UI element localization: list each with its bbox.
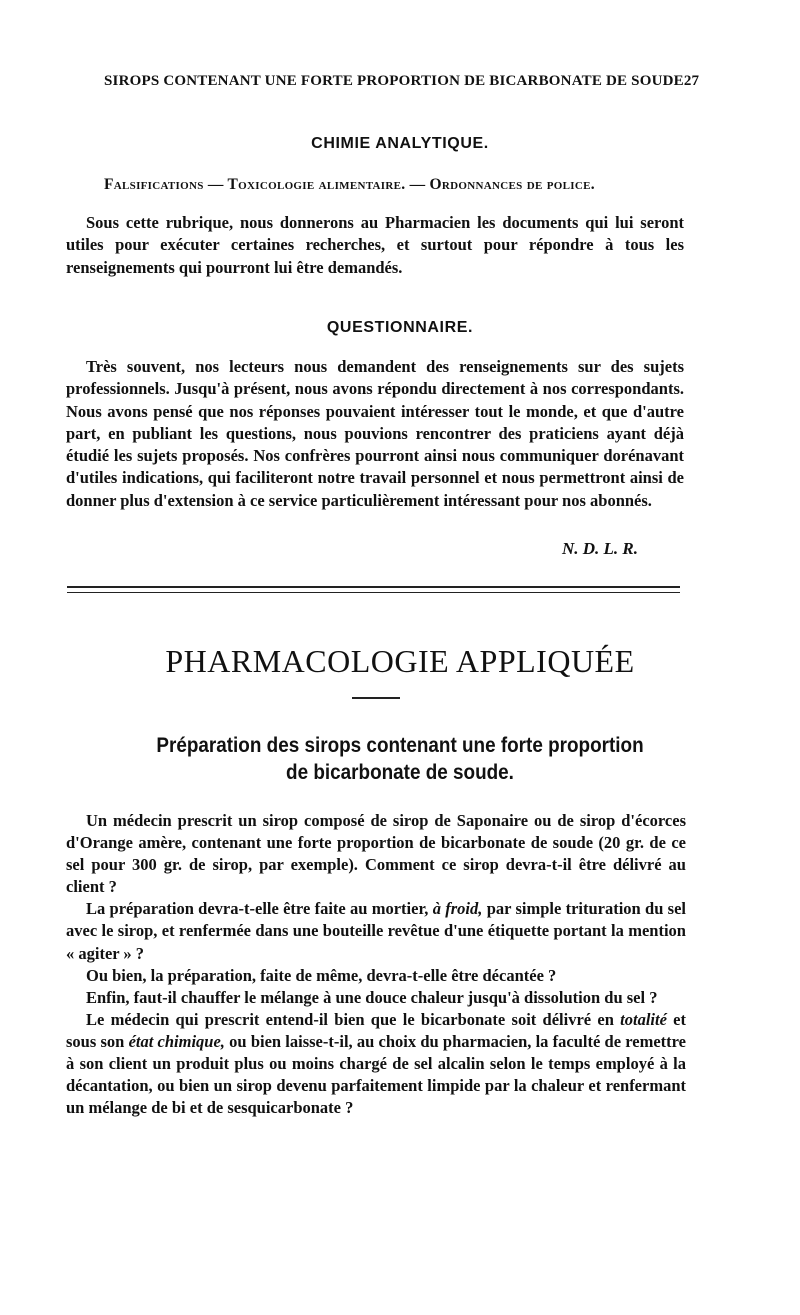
- article-paragraph-4: Enfin, faut-il chauffer le mélange à une douce chaleur jusqu'à dissolution du sel ?: [86, 987, 658, 1007]
- article-title-line-2: de bicarbonate de soude.: [286, 761, 514, 784]
- p2-text-b: par simple trituration du sel avec le sirop, et renfermée dans une bouteille revêtue d'une étiquette portant la mention « agiter » ?: [66, 899, 687, 963]
- p2-text-a: La préparation devra-t-elle être faite au mortier,: [86, 899, 433, 919]
- editor-signature: N. D. L. R.: [561, 539, 638, 558]
- main-section-title: PHARMACOLOGIE APPLIQUÉE: [165, 643, 635, 679]
- running-head-title: SIROPS CONTENANT UNE FORTE PROPORTION DE BICARBONATE DE SOUDE: [104, 73, 684, 89]
- article-title: [40, 732, 760, 786]
- p5-text-c: ou bien laisse-t-il, au choix du pharmacien, la faculté de remettre à son client un produit plus ou moins chargé de sel alcalin selon le temps employé à la décantation, ou bien un sirop devenu parfaitement limpide par la chaleur et renfermant un mélange de bi et de sesquicarbonate ?: [66, 1031, 687, 1118]
- article-paragraph-1: Un médecin prescrit un sirop composé de sirop de Saponaire ou de sirop d'écorces d'Orange amère, contenant une forte proportion de bicarbonate de soude (20 gr. de ce sel pour 300 gr. de sirop, par exemple). Comment ce sirop devra-t-il être délivré au client ?: [66, 811, 686, 897]
- chimie-intro-text: Sous cette rubrique, nous donnerons au Pharmacien les documents qui lui seront utiles pour exécuter certaines recherches, et surtout pour répondre à tous les renseignements qui pourront lui être demandés.: [66, 213, 684, 277]
- section-title-chimie: CHIMIE ANALYTIQUE.: [311, 135, 489, 152]
- article-paragraph-2: [66, 898, 686, 964]
- p5-italic-2: état chimique,: [128, 1031, 225, 1051]
- p5-italic-1: totalité: [620, 1009, 667, 1029]
- questionnaire-text: Très souvent, nos lecteurs nous demandent des renseignements sur des sujets professionnels. Jusqu'à présent, nous avons répondu directement à nos correspondants. Nous avons pensé que nos réponses pouvaient intéresser tout le monde, et que d'autre part, en publiant les questions, nous pouvions rencontrer des praticiens ayant déjà étudié les sujets proposés. Nos confrères pourront ainsi nous communiquer dorénavant d'utiles indications, qui faciliteront notre travail personnel et nous permettront ainsi de donner plus d'extension à ce service particulièrement intéressant pour nos abonnés.: [66, 357, 684, 510]
- p2-italic: à froid,: [432, 899, 483, 919]
- article-body: [66, 810, 686, 1119]
- article-paragraph-5: [66, 1009, 686, 1119]
- article-paragraph-3: Ou bien, la préparation, faite de même, devra-t-elle être décantée ?: [86, 965, 557, 985]
- chimie-intro-paragraph: [66, 212, 684, 279]
- page-number: 27: [683, 73, 700, 89]
- questionnaire-paragraph: [66, 356, 684, 512]
- running-head: [104, 73, 700, 90]
- chimie-subheading: Falsifications — Toxicologie alimentaire. — Ordonnances de police.: [104, 176, 595, 193]
- section-divider: [67, 586, 680, 593]
- article-title-line-1: Préparation des sirops contenant une forte proportion: [156, 734, 644, 757]
- section-title-questionnaire: QUESTIONNAIRE.: [326, 319, 474, 336]
- title-underline: [352, 697, 400, 699]
- p5-text-b: et sous son: [66, 1009, 686, 1051]
- p5-text-a: Le médecin qui prescrit entend-il bien que le bicarbonate soit délivré en: [86, 1009, 621, 1029]
